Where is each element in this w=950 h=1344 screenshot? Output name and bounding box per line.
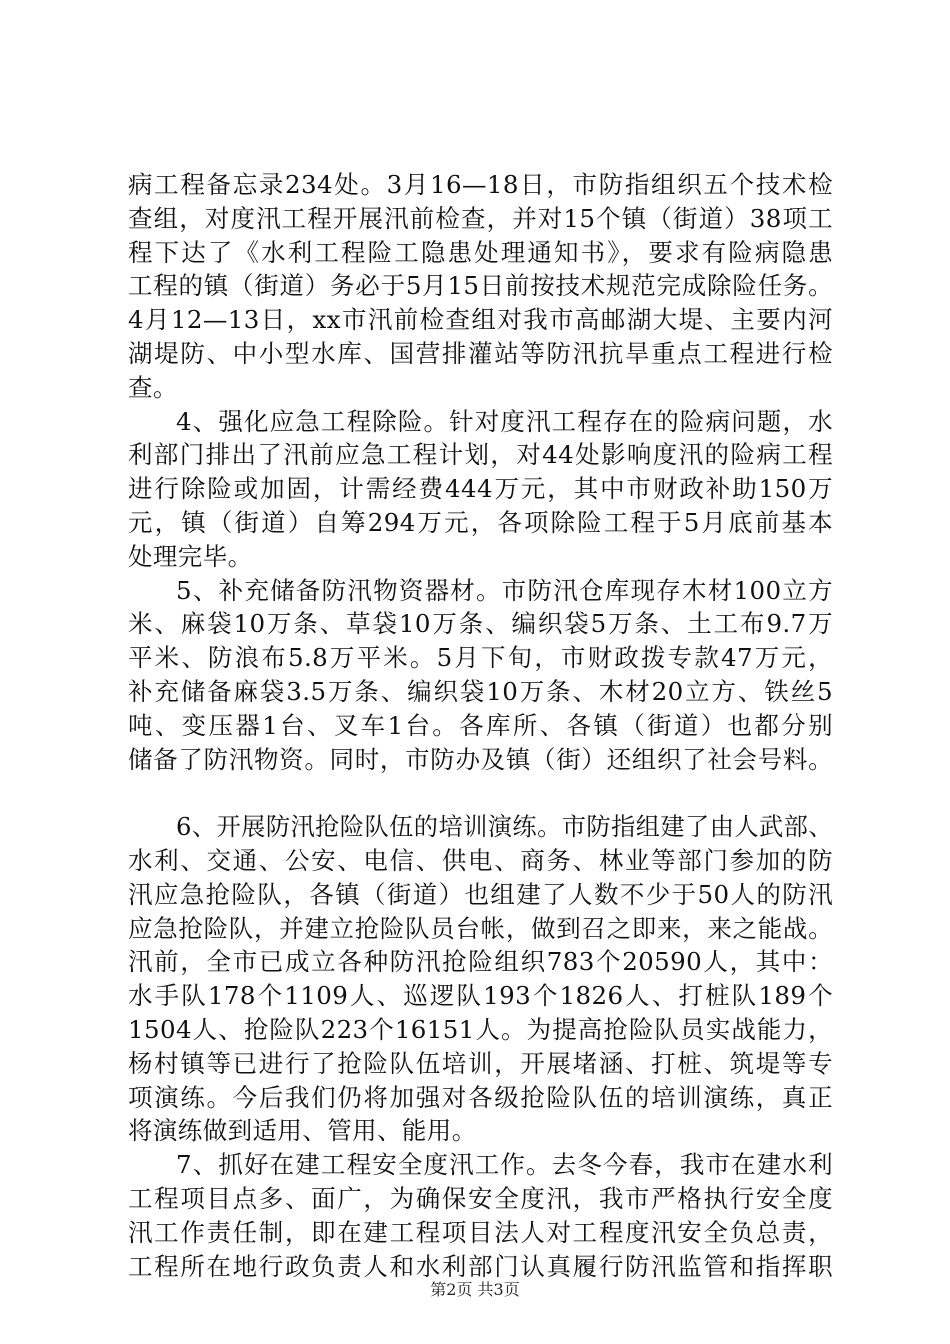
text-line: 工程项目点多、面广，为确保安全度汛，我市严格执行安全度 [128,1183,833,1213]
text-line: 6、开展防汛抢险队伍的培训演练。市防指组建了由人武部、 [176,812,833,842]
text-line: 米、麻袋10万条、草袋10万条、编织袋5万条、土工布9.7万 [128,609,833,639]
text-line: 汛应急抢险队，各镇（街道）也组建了人数不少于50人的防汛 [128,879,833,909]
text-line: 查。 [128,372,178,402]
page-number-label: 第2页 共3页 [430,1280,520,1299]
blank-line [128,776,833,810]
text-line: 工程的镇（街道）务必于5月15日前按技术规范完成除险任务。 [128,271,833,301]
text-line: 4、强化应急工程除险。针对度汛工程存在的险病问题，水 [176,406,833,436]
text-line: 7、抓好在建工程安全度汛工作。去冬今春，我市在建水利 [176,1150,833,1180]
text-line: 湖堤防、中小型水库、国营排灌站等防汛抗旱重点工程进行检 [128,338,833,368]
text-line: 杨村镇等已进行了抢险队伍培训，开展堵涵、打桩、筑堤等专 [128,1048,833,1078]
text-line: 汛工作责任制，即在建工程项目法人对工程度汛安全负总责， [128,1217,833,1247]
text-line: 平米、防浪布5.8万平米。5月下旬，市财政拨专款47万元， [128,643,833,673]
document-body [128,168,833,1283]
text-line: 工程所在地行政负责人和水利部门认真履行防汛监管和指挥职 [128,1251,833,1281]
text-line: 应急抢险队，并建立抢险队员台帐，做到召之即来，来之能战。 [128,913,833,943]
text-line: 利部门排出了汛前应急工程计划，对44处影响度汛的险病工程 [128,440,833,470]
text-line: 4月12—13日，xx市汛前检查组对我市高邮湖大堤、主要内河 [128,305,833,335]
text-line: 水手队178个1109人、巡逻队193个1826人、打桩队189个 [128,981,833,1011]
page-footer [0,1280,950,1300]
text-line: 元，镇（街道）自筹294万元，各项除险工程于5月底前基本 [128,507,833,537]
text-line: 水利、交通、公安、电信、供电、商务、林业等部门参加的防 [128,845,833,875]
text-line: 储备了防汛物资。同时，市防办及镇（街）还组织了社会号料。 [128,744,833,774]
text-line: 将演练做到适用、管用、能用。 [128,1116,477,1146]
text-line: 程下达了《水利工程险工隐患处理通知书》，要求有险病隐患 [128,237,833,267]
text-line: 进行除险或加固，计需经费444万元，其中市财政补助150万 [128,474,833,504]
text-line: 项演练。今后我们仍将加强对各级抢险队伍的培训演练，真正 [128,1082,833,1112]
text-line: 5、补充储备防汛物资器材。市防汛仓库现存木材100立方 [176,575,833,605]
text-line: 汛前，全市已成立各种防汛抢险组织783个20590人，其中： [128,947,833,977]
text-line: 病工程备忘录234处。3月16—18日，市防指组织五个技术检 [128,170,833,199]
text-line: 补充储备麻袋3.5万条、编织袋10万条、木材20立方、铁丝5 [128,676,833,706]
text-line: 处理完毕。 [128,541,253,571]
text-line: 吨、变压器1台、叉车1台。各库所、各镇（街道）也都分别 [128,710,833,740]
text-line: 1504人、抢险队223个16151人。为提高抢险队员实战能力， [128,1014,833,1044]
text-line: 查组，对度汛工程开展汛前检查，并对15个镇（街道）38项工 [128,203,833,233]
